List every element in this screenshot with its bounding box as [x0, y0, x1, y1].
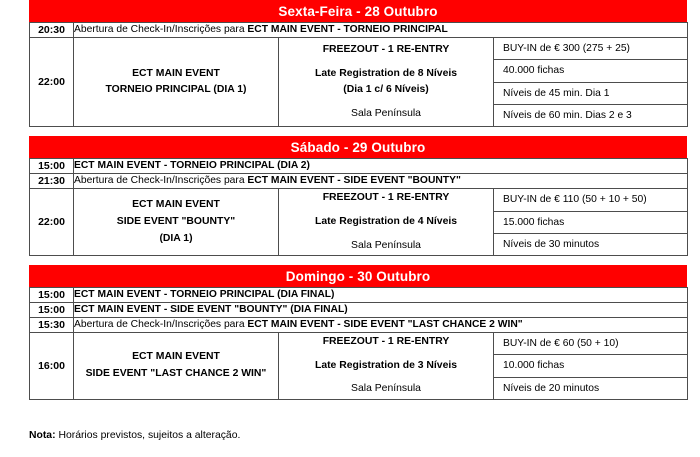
row-description: [74, 318, 688, 333]
info-line: 10.000 fichas: [494, 355, 687, 377]
table-row: [30, 159, 688, 174]
row-event-name: [74, 189, 279, 256]
row-description-plain: Abertura de Check-In/Inscrições para: [74, 24, 248, 35]
info-line: 15.000 fichas: [494, 211, 687, 233]
table-row: [30, 332, 688, 399]
event-line: (DIA 1): [159, 232, 193, 244]
row-description: [74, 23, 688, 38]
table-row: [30, 174, 688, 189]
row-format: [279, 332, 494, 399]
row-time: 15:00: [30, 303, 74, 318]
info-table: [494, 38, 687, 127]
row-time: 20:30: [30, 23, 74, 38]
row-description-bold: ECT MAIN EVENT - SIDE EVENT "BOUNTY": [247, 175, 461, 187]
event-line: SIDE EVENT "BOUNTY": [116, 215, 236, 227]
table-row: [30, 23, 688, 38]
format-line: Late Registration de 4 Níveis: [314, 215, 458, 227]
info-line: Níveis de 60 min. Dias 2 e 3: [503, 110, 632, 122]
row-description: [74, 303, 688, 318]
info-line: BUY-IN de € 60 (50 + 10): [494, 333, 687, 355]
footer-note-label: Nota:: [29, 430, 56, 441]
row-time: 15:00: [30, 288, 74, 303]
format-line: FREEZOUT - 1 RE-ENTRY: [322, 336, 450, 348]
format-line-venue: Sala Península: [351, 239, 421, 251]
format-line: Late Registration de 3 Níveis: [314, 359, 458, 371]
info-line: Níveis de 45 min. Dia 1: [494, 82, 687, 104]
table-row: [30, 303, 688, 318]
info-line: 40.000 fichas: [494, 60, 687, 82]
row-description-bold: ECT MAIN EVENT - TORNEIO PRINCIPAL (DIA FINAL): [74, 289, 335, 301]
row-time: 15:30: [30, 318, 74, 333]
event-line: SIDE EVENT "LAST CHANCE 2 WIN": [85, 368, 267, 380]
table-row: [30, 37, 688, 127]
row-time: 16:00: [30, 332, 74, 399]
row-description-bold: ECT MAIN EVENT - SIDE EVENT "BOUNTY" (DIA FINAL): [74, 304, 348, 316]
info-row: [494, 189, 687, 211]
table-row: [30, 318, 688, 333]
row-info: [494, 37, 688, 127]
row-time: 22:00: [30, 189, 74, 256]
row-format: [279, 37, 494, 127]
info-row: [494, 38, 687, 60]
day-block-domingo: [29, 265, 687, 400]
row-info: [494, 332, 688, 399]
footer-note-text: Horários previstos, sujeitos a alteração.: [55, 430, 241, 441]
row-description-bold: ECT MAIN EVENT - TORNEIO PRINCIPAL (DIA 2): [74, 160, 310, 172]
row-description: [74, 174, 688, 189]
info-row: [494, 377, 687, 399]
row-description: [74, 288, 688, 303]
row-time: 22:00: [30, 37, 74, 127]
row-description-bold: ECT MAIN EVENT - TORNEIO PRINCIPAL: [247, 24, 448, 35]
day-header-sabado: Sábado - 29 Outubro: [29, 136, 687, 158]
row-time: 21:30: [30, 174, 74, 189]
day-table-domingo: [29, 287, 688, 400]
info-row: [494, 233, 687, 255]
table-row: [30, 189, 688, 256]
day-table-sexta-feira: [29, 22, 688, 127]
row-event-name: [74, 332, 279, 399]
format-line-venue: Sala Península: [351, 383, 421, 395]
day-block-sexta-feira: [29, 0, 687, 127]
format-line: (Dia 1 c/ 6 Níveis): [343, 84, 429, 96]
info-row: [494, 333, 687, 355]
info-row: [494, 211, 687, 233]
schedule-container: [29, 0, 687, 409]
event-line: ECT MAIN EVENT: [132, 199, 220, 211]
table-row: [30, 288, 688, 303]
row-description-bold: ECT MAIN EVENT - SIDE EVENT "LAST CHANCE 2 WIN": [247, 319, 523, 331]
format-line-venue: Sala Península: [351, 107, 421, 119]
info-row: [494, 82, 687, 104]
info-line: Níveis de 20 minutos: [503, 382, 600, 394]
info-table: [494, 189, 687, 255]
row-description-plain: Abertura de Check-In/Inscrições para: [74, 319, 248, 331]
format-line: FREEZOUT - 1 RE-ENTRY: [322, 192, 450, 204]
event-line: TORNEIO PRINCIPAL (DIA 1): [105, 84, 247, 96]
format-line: Late Registration de 8 Níveis: [314, 67, 458, 79]
row-description-plain: Abertura de Check-In/Inscrições para: [74, 175, 248, 187]
row-time: 15:00: [30, 159, 74, 174]
day-block-sabado: [29, 136, 687, 256]
day-table-sabado: [29, 158, 688, 256]
row-description: [74, 159, 688, 174]
info-row: [494, 60, 687, 82]
footer-note: [29, 430, 240, 441]
row-event-name: [74, 37, 279, 127]
row-info: [494, 189, 688, 256]
day-header-domingo: Domingo - 30 Outubro: [29, 265, 687, 287]
info-line: Níveis de 30 minutos: [503, 238, 600, 250]
info-line: BUY-IN de € 300 (275 + 25): [494, 38, 687, 60]
info-line: BUY-IN de € 110 (50 + 10 + 50): [494, 189, 687, 211]
info-row: [494, 105, 687, 127]
row-format: [279, 189, 494, 256]
info-row: [494, 355, 687, 377]
day-header-sexta-feira: Sexta-Feira - 28 Outubro: [29, 0, 687, 22]
event-line: ECT MAIN EVENT: [132, 67, 220, 79]
info-table: [494, 333, 687, 399]
format-line: FREEZOUT - 1 RE-ENTRY: [322, 43, 450, 55]
event-line: ECT MAIN EVENT: [132, 351, 220, 363]
